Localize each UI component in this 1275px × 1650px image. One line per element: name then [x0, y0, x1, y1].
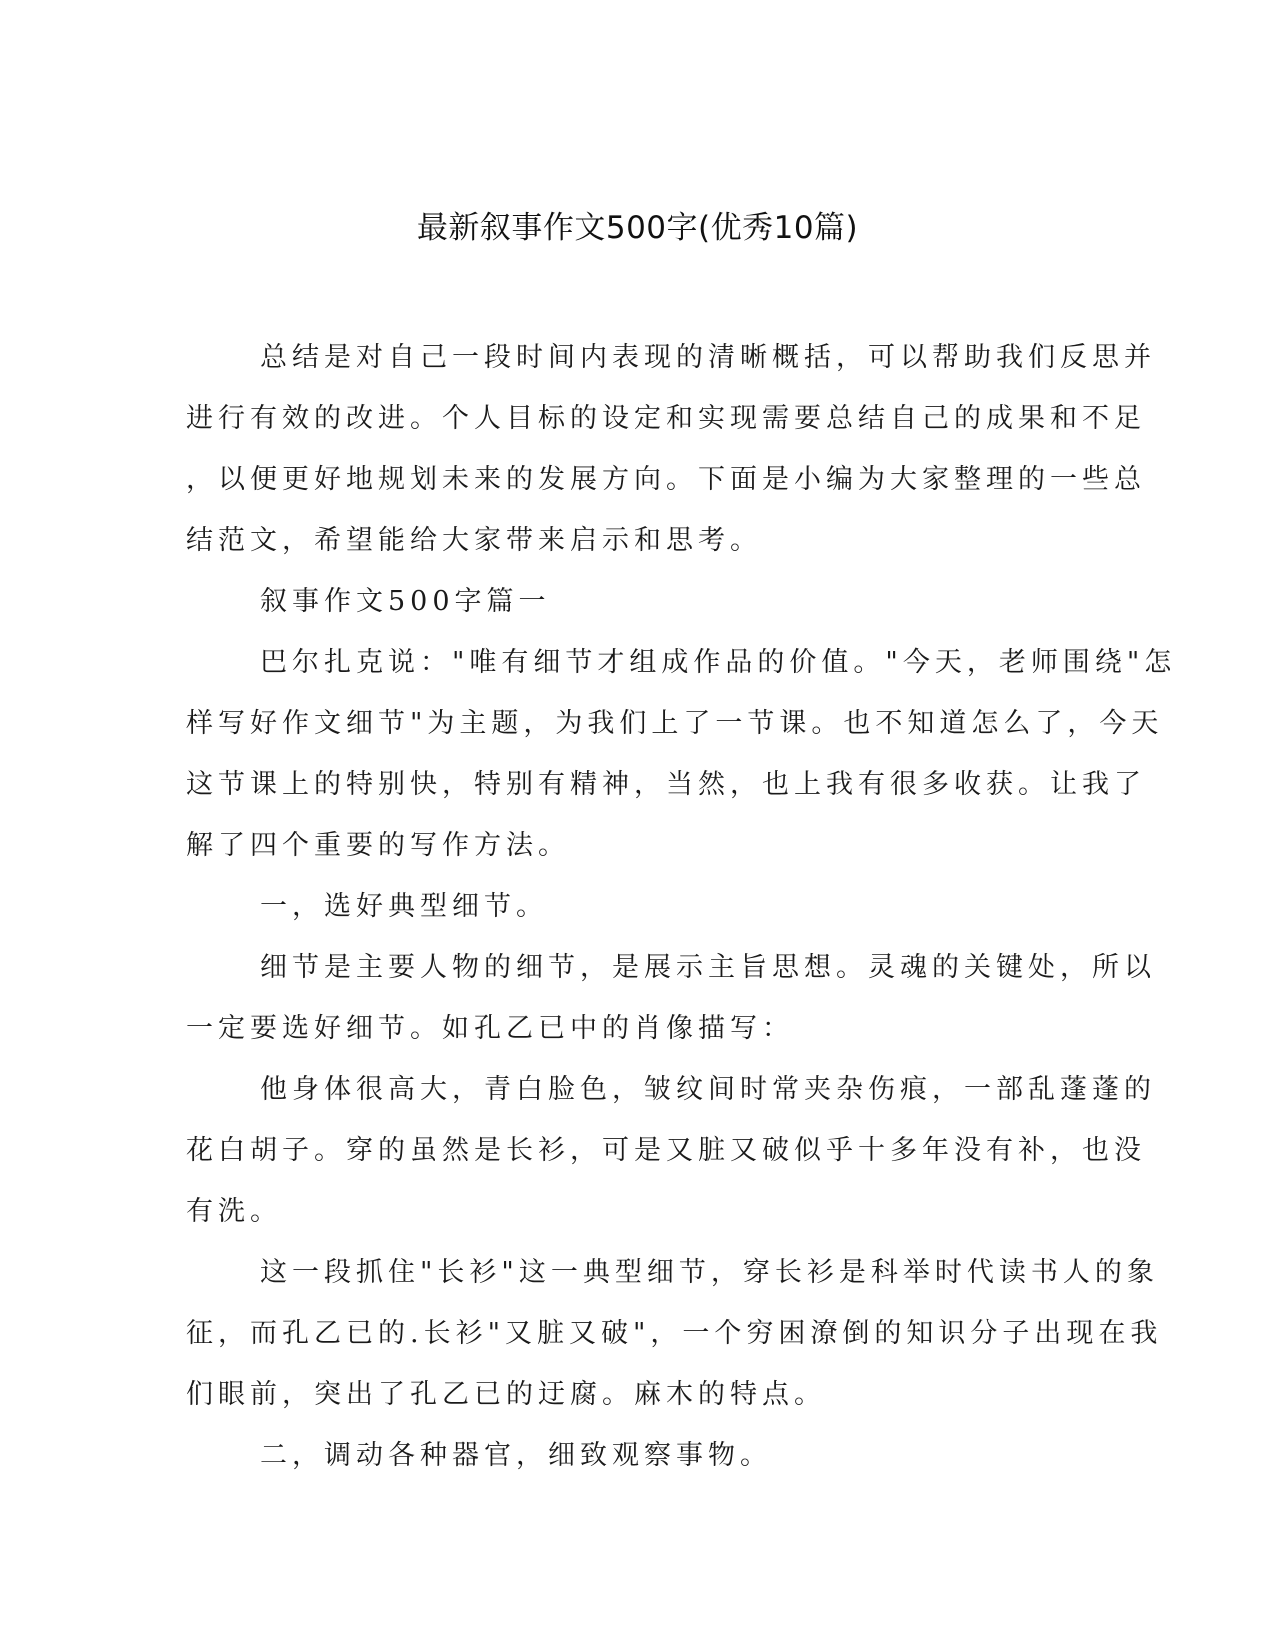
text-line: 解了四个重要的写作方法。	[186, 830, 570, 861]
text-line: 们眼前，突出了孔乙已的迂腐。麻木的特点。	[186, 1379, 826, 1410]
document-body	[186, 327, 1177, 1486]
text-line: ，以便更好地规划未来的发展方向。下面是小编为大家整理的一些总	[186, 464, 1146, 495]
text-line: 巴尔扎克说："唯有细节才组成作品的价值。"今天，老师围绕"怎	[260, 647, 1177, 678]
quote-line: 有洗。	[186, 1196, 282, 1227]
text-line: 一定要选好细节。如孔乙已中的肖像描写：	[186, 1013, 794, 1044]
text-line: 这节课上的特别快，特别有精神，当然，也上我有很多收获。让我了	[186, 769, 1146, 800]
quote-line: 花白胡子。穿的虽然是长衫，可是又脏又破似乎十多年没有补，也没	[186, 1135, 1146, 1166]
text-line: 这一段抓住"长衫"这一典型细节，穿长衫是科举时代读书人的象	[260, 1257, 1159, 1288]
text-line: 征，而孔乙已的.长衫"又脏又破"，一个穷困潦倒的知识分子出现在我	[186, 1318, 1163, 1349]
text-line: 进行有效的改进。个人目标的设定和实现需要总结自己的成果和不足	[186, 403, 1146, 434]
quote-line: 他身体很高大，青白脸色，皱纹间时常夹杂伤痕，一部乱蓬蓬的	[260, 1074, 1156, 1105]
section-heading: 叙事作文500字篇一	[260, 586, 551, 617]
document-title: 最新叙事作文500字(优秀10篇)	[416, 210, 859, 246]
method-heading: 二，调动各种器官，细致观察事物。	[260, 1440, 772, 1471]
text-line: 细节是主要人物的细节，是展示主旨思想。灵魂的关键处，所以	[260, 952, 1156, 983]
text-line: 样写好作文细节"为主题，为我们上了一节课。也不知道怎么了，今天	[186, 708, 1164, 739]
text-line: 结范文，希望能给大家带来启示和思考。	[186, 525, 762, 556]
method-heading: 一，选好典型细节。	[260, 891, 548, 922]
text-line: 总结是对自己一段时间内表现的清晰概括，可以帮助我们反思并	[260, 342, 1156, 373]
